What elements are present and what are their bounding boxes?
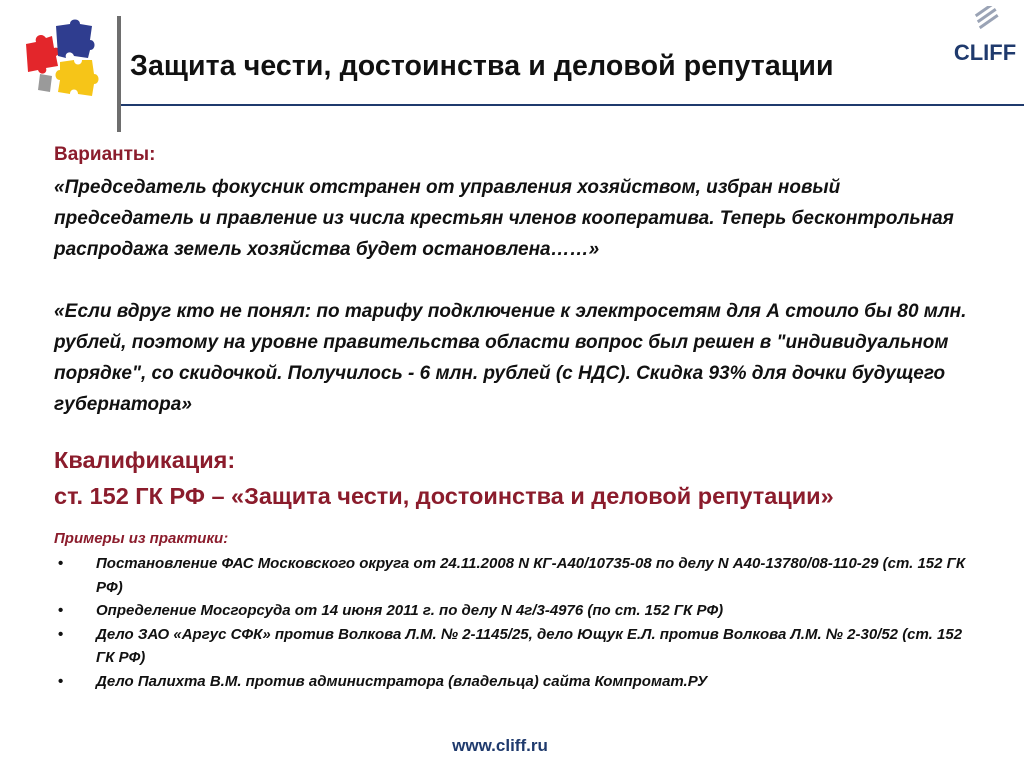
list-item bbox=[54, 670, 984, 694]
cliff-logo-icon bbox=[952, 6, 1018, 64]
examples-list bbox=[54, 552, 984, 693]
header-divider bbox=[121, 104, 1024, 106]
qualification-article: ст. 152 ГК РФ – «Защита чести, достоинства и деловой репутации» bbox=[54, 483, 834, 509]
bullet-icon: • bbox=[58, 672, 64, 690]
bullet-icon: • bbox=[58, 555, 64, 572]
footer-url[interactable]: www.cliff.ru bbox=[452, 736, 548, 755]
example-text: Определение Мосгорсуда от 14 июня 2011 г. по делу N 4г/3-4976 (по ст. 152 ГК РФ) bbox=[96, 602, 724, 619]
header-vertical-bar bbox=[117, 16, 121, 132]
example-text: Постановление ФАС Московского округа от 24.11.2008 N КГ-А40/10735-08 по делу N А40-13780/08-110-29 (ст. 152 ГК РФ) bbox=[96, 555, 966, 596]
puzzle-logo-icon bbox=[22, 18, 102, 98]
quote-2: «Если вдруг кто не понял: по тарифу подключение к электросетям для А стоило бы 80 млн. рублей, поэтому на уровне правительства области вопрос был решен в "индивидуальном порядке", со скидочкой. Получилось - 6 млн. рублей (с НДС). Скидка 93% для дочки будущего губернатора» bbox=[54, 301, 967, 415]
list-item bbox=[54, 599, 984, 623]
puzzle-piece-blue bbox=[56, 20, 95, 59]
qualification-heading: Квалификация: bbox=[54, 447, 236, 473]
list-item bbox=[54, 552, 984, 599]
variants-label: Варианты: bbox=[54, 144, 156, 165]
example-text: Дело ЗАО «Аргус СФК» против Волкова Л.М. № 2-1145/25, дело Ющук Е.Л. против Волкова Л.М. № 2-30/52 (ст. 152 ГК РФ) bbox=[96, 625, 963, 666]
bullet-icon: • bbox=[58, 602, 64, 619]
quote-1: «Председатель фокусник отстранен от управления хозяйством, избран новый председатель и правление из числа крестьян членов кооператива. Теперь бесконтрольная распродажа земель хозяйства будет остановлена……» bbox=[54, 177, 954, 260]
slide-content bbox=[54, 142, 984, 693]
examples-label: Примеры из практики: bbox=[54, 530, 229, 547]
bullet-icon: • bbox=[58, 625, 64, 643]
page-title: Защита чести, достоинства и деловой репутации bbox=[130, 50, 834, 82]
puzzle-piece-red bbox=[26, 35, 60, 74]
list-item bbox=[54, 623, 984, 670]
puzzle-piece-yellow bbox=[56, 60, 99, 96]
puzzle-piece-gray bbox=[38, 74, 52, 92]
cliff-logo-text: CLIFF bbox=[953, 40, 1017, 64]
example-text: Дело Палихта В.М. против администратора (владельца) сайта Компромат.РУ bbox=[96, 672, 708, 690]
